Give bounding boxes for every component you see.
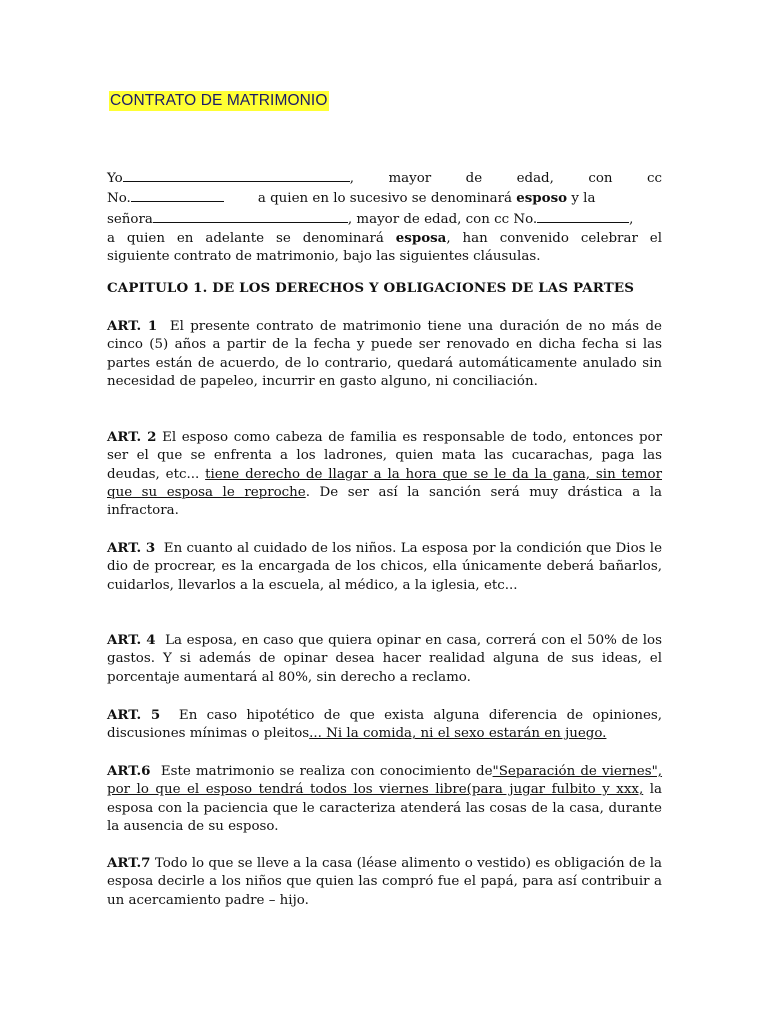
article-text: El esposo como cabeza de familia es responsable de todo, entonces por ser el que se enfrenta a los ladrones, quien mata las cucarachas, paga las deudas, etc... (107, 430, 662, 482)
article-text: La esposa, en caso que quiera opinar en casa, correrá con el 50% de los gastos. Y si además de opinar desea hacer realidad alguna de sus ideas, el porcentaje aumentará al 80%, sin derecho a reclamo. (107, 633, 662, 685)
esposo-term: esposo (516, 190, 568, 207)
intro-line-3 (107, 209, 662, 229)
article-label: ART. 5 (107, 707, 161, 723)
article-underlined-text: ... Ni la comida, ni el sexo estarán en juego. (309, 726, 607, 742)
article-6 (107, 762, 662, 836)
article-label: ART.6 (107, 763, 151, 779)
intro-line-1 (107, 168, 662, 188)
article-2 (107, 428, 662, 520)
intro-text: señora (107, 211, 153, 227)
id-blank-field (131, 188, 224, 202)
intro-text: , (629, 211, 634, 227)
article-text: En caso hipotético de que exista alguna diferencia de opiniones, discusiones mínimas o pleitos (107, 708, 662, 742)
intro-text: , mayor de edad, con cc (349, 171, 662, 186)
name-blank-field (153, 209, 348, 223)
name-blank-field (123, 168, 350, 182)
intro-text: y la (571, 191, 596, 207)
intro-text: No. (107, 191, 131, 207)
article-4 (107, 631, 662, 687)
intro-line-4 (107, 229, 662, 248)
intro-line-5: siguiente contrato de matrimonio, bajo las siguientes cláusulas. (107, 249, 541, 265)
intro-text: , mayor de edad, con cc No. (347, 211, 538, 227)
article-text: Este matrimonio se realiza con conocimiento de (160, 764, 493, 779)
article-text: El presente contrato de matrimonio tiene una duración de no más de cinco (5) años a partir de la fecha y puede ser renovado en dicha fecha si las partes están de acuerdo, de lo contrario, quedará automáticamente anulado sin necesidad de papeleo, incurrir en gasto alguno, ni conciliación. (107, 319, 662, 389)
intro-text: a quien en adelante se denominará (107, 230, 384, 246)
document-title: CONTRATO DE MATRIMONIO (109, 91, 329, 111)
article-text: . De ser así la sanción será muy drástica a la infractora. (107, 484, 663, 519)
article-7 (107, 854, 662, 910)
intro-text: , han convenido celebrar el (446, 230, 662, 246)
chapter-heading: CAPITULO 1. DE LOS DERECHOS Y OBLIGACIONES DE LAS PARTES (107, 280, 635, 296)
article-5 (107, 706, 662, 744)
article-text: En cuanto al cuidado de los niños. La esposa por la condición que Dios le dio de procrear, es la encargada de los chicos, ella únicamente deberá bañarlos, cuidarlos, llevarlos a la escuela, al médico, a la iglesia, etc... (107, 541, 662, 593)
esposa-term: esposa (395, 229, 447, 246)
intro-text: Yo (107, 171, 123, 186)
article-label: ART. 3 (107, 540, 156, 556)
article-1 (107, 317, 662, 391)
intro-paragraph (107, 168, 662, 266)
article-3 (107, 539, 662, 595)
intro-line-2 (107, 188, 662, 208)
intro-text: a quien en lo sucesivo se denominará (257, 191, 512, 207)
article-underlined-text: tiene derecho de llagar a la hora que se le da la gana, sin temor que su esposa le reproche (107, 466, 663, 500)
article-label: ART. 1 (107, 318, 158, 334)
article-text: Todo lo que se lleve a la casa (léase alimento o vestido) es obligación de la esposa decirle a los niños que quien las compró fue el papá, para así contribuir a un acercamiento padre – hijo. (107, 856, 662, 908)
article-underlined-text: "Separación de viernes", por lo que el esposo tendrá todos los viernes libre(para jugar fulbito y xxx, (107, 764, 663, 798)
article-text: la esposa con la paciencia que le caracteriza atenderá las cosas de la casa, durante la ausencia de su esposo. (107, 782, 663, 834)
article-label: ART.7 (107, 855, 151, 871)
id-blank-field (537, 209, 629, 223)
article-label: ART. 4 (107, 632, 156, 648)
article-label: ART. 2 (107, 429, 157, 445)
